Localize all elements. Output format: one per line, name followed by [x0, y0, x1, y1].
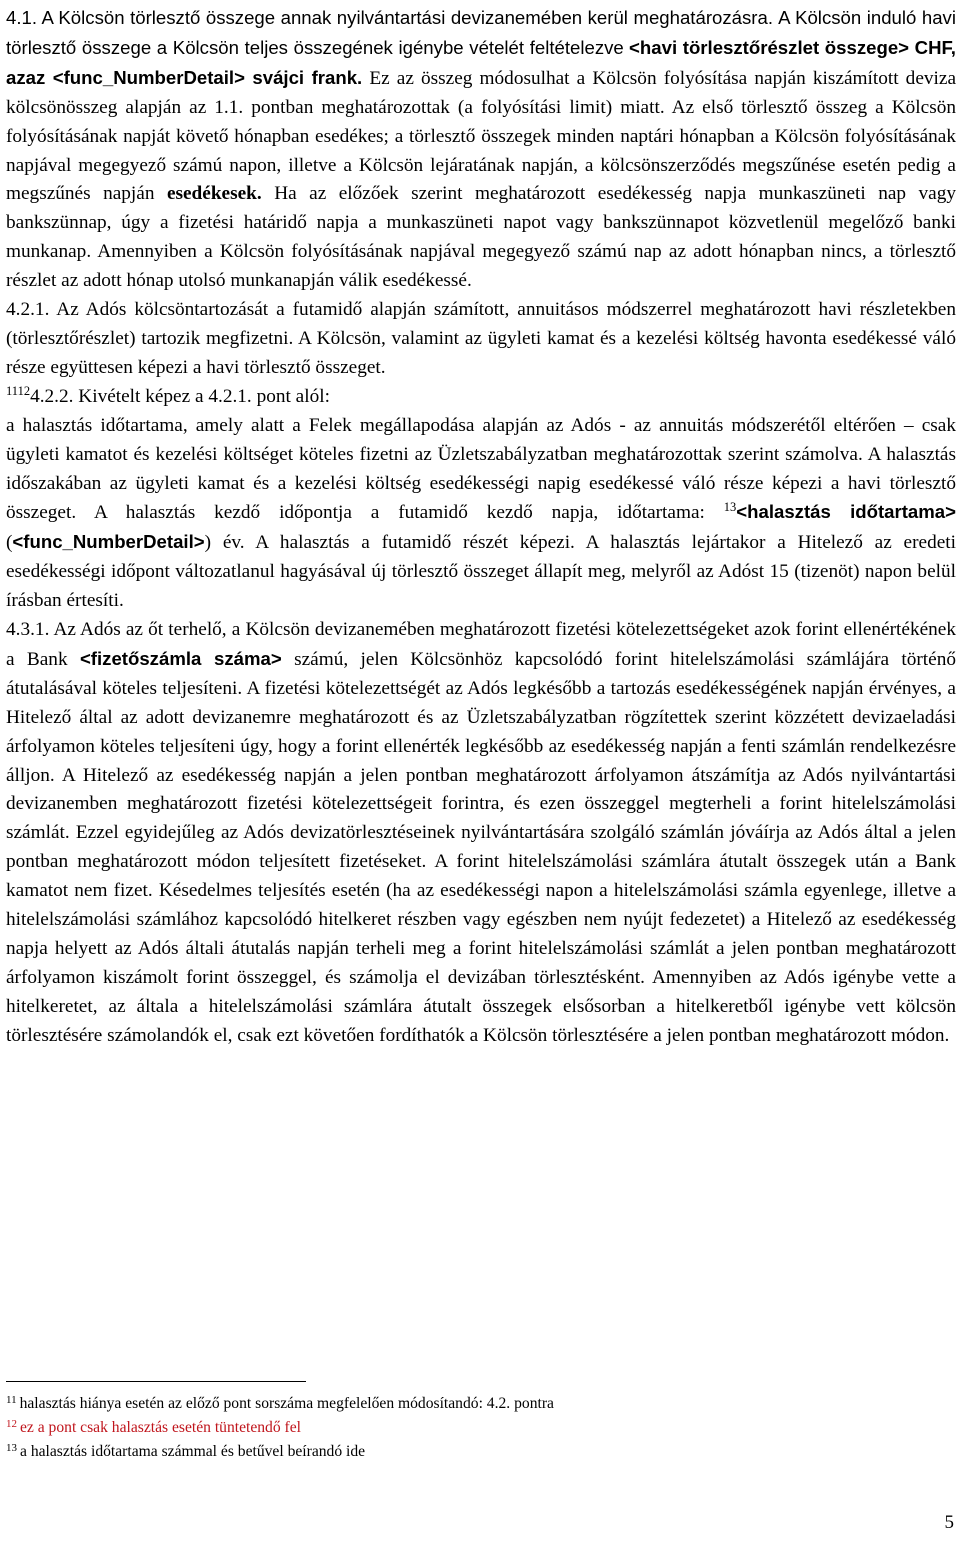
- footnote-number: 13: [6, 1442, 17, 1454]
- page-number: 5: [944, 1512, 954, 1533]
- section-4-2-2-title: 4.2.2. Kivételt képez a 4.2.1. pont alól:: [30, 385, 330, 407]
- deferral-duration-field: <halasztás időtartama>: [736, 501, 956, 523]
- footnote-12: [6, 1416, 946, 1440]
- account-number-field: <fizetőszámla száma>: [79, 647, 282, 669]
- section-4-1-text-3: Az első törlesztő összeg a Kölcsön folyósításának napját követő hónapban esedékes; a törlesztő összegek minden naptári hónapban a Kölcsön folyósításának napjával megegyező számú napon, illetve a Kölcsön lejáratának napján, a kölcsönszerződés megszűnése esetén pedig a megszűnés napján: [6, 96, 956, 205]
- section-4-1-amount-field: <havi törlesztőrészlet összege> CHF, azaz <func_NumberDetail> svájci frank.: [6, 36, 956, 88]
- section-4-1-first-line: 4.1. A Kölcsön törlesztő összege annak nyilvántartási devizanemében kerül meghatározásra.: [6, 7, 773, 28]
- section-4-1: [6, 4, 956, 296]
- footnote-text: a halasztás időtartama számmal és betűvel beírandó ide: [20, 1443, 366, 1460]
- section-4-1-text-4: Ha az előzőek szerint meghatározott esedékesség napja munkaszüneti nap vagy bankszünnap, úgy a fizetési határidő napja a munkaszüneti napot vagy bankszünnapot közvetlenül megelőző banki munkanap. Amennyiben a Kölcsön folyósításának napjával megegyező számú nap az adott hónapban nincs, a törlesztő részlet az adott hónap utolsó munkanapján válik esedékessé.: [6, 183, 956, 292]
- section-4-2-2: [6, 412, 956, 616]
- footnote-number: 11: [6, 1394, 17, 1406]
- footnote-ref-13: 13: [723, 500, 737, 515]
- section-4-1-text-2: Ez az összeg módosulhat a Kölcsön folyósítása napján kiszámított deviza kölcsönösszeg alapján az 1.1. pontban meghatározottak (a folyósítási limit) miatt.: [6, 67, 956, 118]
- footnote-ref-11-12: 1112: [6, 383, 31, 398]
- section-4-1-bold-due: esedékesek.: [166, 183, 262, 205]
- section-4-3-1: [6, 616, 956, 1051]
- footnote-text: halasztás hiánya esetén az előző pont sorszáma megfelelően módosítandó: 4.2. pontra: [19, 1395, 554, 1412]
- footnote-13: [6, 1440, 946, 1464]
- section-4-2-2-text-2: ) év. A halasztás a futamidő részét képezi. A halasztás lejártakor a Hitelező az eredeti esedékességi időpont változatlanul hagyásával új törlesztő összeget állapít meg, melyről az Adóst 15 (tizenöt) napon belül írásban értesíti.: [6, 532, 956, 612]
- section-4-2-2-text-1: a halasztás időtartama, amely alatt a Felek megállapodása alapján az Adós - az annuitás módszerétől eltérően – csak ügyleti kamatot és kezelési költséget köteles fizetni az Üzletszabályzatban meghatározottak szerint számolva. A halasztás időszakában az ügyleti kamat és a kezelési költség esedékességi napig esedékessé váló része képezi a havi törlesztő összeget. A halasztás kezdő időpontja a futamidő kezdő napja, időtartama:: [6, 414, 956, 524]
- section-4-2-2-heading: [6, 383, 956, 412]
- footnote-divider: [6, 1381, 306, 1382]
- section-4-2-1: 4.2.1. Az Adós kölcsöntartozását a futamidő alapján számított, annuitásos módszerrel meghatározott havi részletekben (törlesztőrészlet) tartozik megfizetni. A Kölcsön, valamint az ügyleti kamat és a kezelési költség havonta esedékessé váló része együttesen képezi a havi törlesztő összeget.: [6, 299, 956, 378]
- footnote-number: 12: [6, 1418, 17, 1430]
- section-4-3-1-text-2: számú, jelen Kölcsönhöz kapcsolódó forint hitelelszámolási számlájára történő átutalásával köteles teljesíteni. A fizetési kötelezettségét az Adós legkésőbb a tartozás esedékességének napján érvényes, a Hitelező által az adott devizanemre meghatározott és az Üzletszabályzatban rögzítettek szerint közzétett devizaeladási árfolyamon köteles teljesíteni úgy, hogy a forint ellenérték legkésőbb az esedékesség napján a fenti számlán rendelkezésre álljon. A Hitelező az esedékesség napján a jelen pontban meghatározott árfolyamon átszámítja az Adós nyilvántartási devizanemben meghatározott fizetési kötelezettségeit forintra, és ezen összeggel megterheli a forint hitelelszámolási számlát. Ezzel egyidejűleg az Adós devizatörlesztéseinek nyilvántartására szolgáló számlán jóváírja az Adós által a jelen pontban meghatározott módon teljesített fizetéseket. A forint hitelelszámolási számlára átutalt összegek után a Bank kamatot nem fizet. Késedelmes teljesítés esetén (ha az esedékességi napon a hitelelszámolási számla egyenlege, illetve a hitelelszámolási számlához kapcsolódó hitelkeret részben vagy egészben nem nyújt fedezetet) a Hitelező az esedékesség napja helyett az Adós általi átutalás napján terheli meg a forint hitelelszámolási számlát a jelen pontban meghatározott árfolyamon kiszámolt forint összeggel, és számolja el devizában törlesztésként. Amennyiben az Adós igénybe vette a hitelkeretet, az általa a hitelelszámolási számlára átutalt összegek elsősorban a hitelkeretből igénybe vett kölcsön törlesztésére számolandók el, csak ezt követően fordíthatók a Kölcsön törlesztésére a jelen pontban meghatározott módon.: [6, 648, 956, 1046]
- section-4-1-text-1: A Kölcsön induló havi törlesztő összege a Kölcsön teljes összegének igénybe vételét feltételezve: [6, 7, 956, 58]
- footnote-text: ez a pont csak halasztás esetén tüntetendő fel: [20, 1419, 301, 1436]
- document-body: [6, 4, 956, 1051]
- section-4-3-1-text-1: 4.3.1. Az Adós az őt terhelő, a Kölcsön devizanemében meghatározott fizetési kötelezettségeket azok forint ellenértékének a Bank: [6, 619, 956, 670]
- section-4-2-2-paren-open: (: [6, 532, 13, 554]
- footnotes: [6, 1392, 946, 1464]
- deferral-number-field: <func_NumberDetail>: [12, 531, 205, 553]
- footnote-11: [6, 1392, 946, 1416]
